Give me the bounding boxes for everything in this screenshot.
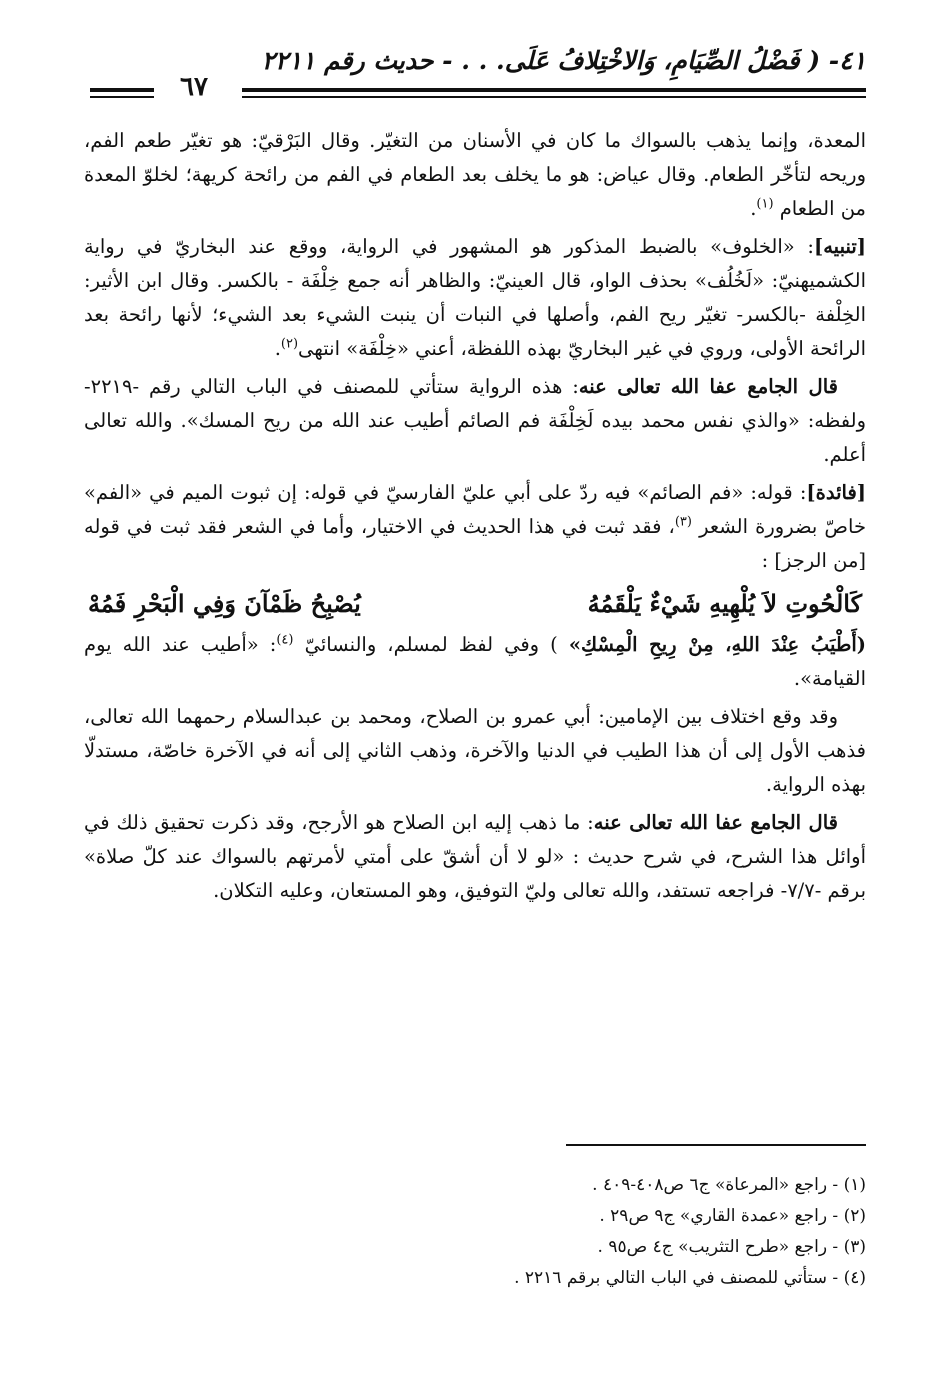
main-text	[84, 124, 866, 908]
page-header	[84, 44, 866, 106]
hadith-text-b: : «أطيب عند الله يوم القيامة».	[84, 633, 866, 690]
header-rule-thin	[242, 96, 866, 98]
footnote-2: (٢) - راجع «عمدة القاري» ج٩ ص٢٩ .	[599, 1206, 866, 1226]
paragraph-faida	[84, 476, 866, 578]
running-title: ٤١- ( فَضْلُ الصِّيَامِ، وَالاخْتِلافُ عَلَى. . . - حديث رقم ٢٢١١	[261, 46, 866, 75]
faida-text-a: : قوله: «فم الصائم» فيه ردّ على أبي عليّ الفارسيّ في قوله: إن ثبوت الميم في «الفم» خاصّ بضرورة الشعر	[84, 481, 866, 538]
footnote-1: (١) - راجع «المرعاة» ج٦ ص٤٠٨-٤٠٩ .	[592, 1175, 866, 1195]
footnote-ref-4: (٤)	[276, 632, 294, 648]
header-rule-left-thin	[90, 96, 154, 98]
footnote-4: (٤) - ستأتي للمصنف في الباب التالي برقم ٢٢١٦ .	[514, 1268, 866, 1288]
tanbih-text: : «الخلوف» بالضبط المذكور هو المشهور في الرواية، ووقع عند البخاريّ في رواية الكشميهنيّ: «لَخُلُف» بحذف الواو، قال العينيّ: والظاهر أنه جمع خِلْفَة - بالكسر. وقال ابن الأثير: الخِلْفة -بالكسر- تغيّر ريح الفم، وأصلها في النبات أن ينبت الشيء بعد الشيء؛ لأنها رائحة بعد الرائحة الأولى، وروي في غير البخاريّ بهذه اللفظة، أعني «خِلْفَة» انتهى	[84, 235, 866, 360]
verse-second-hemistich: يُصْبِحُ ظَمْآنَ وَفِي الْبَحْرِ فَمُهْ	[88, 589, 361, 618]
paragraph-ikhtilaf	[84, 700, 866, 802]
header-rule-left-thick	[90, 88, 154, 92]
footnote-ref-2: (٢)	[280, 336, 299, 352]
tanbih-label: [تنبيه]	[814, 235, 866, 258]
paragraph-jami-1	[84, 370, 866, 472]
footnotes	[166, 1170, 866, 1294]
paragraph-1	[84, 124, 866, 226]
footnote-separator	[566, 1144, 866, 1146]
footnote-ref-3: (٣)	[674, 514, 692, 530]
paragraph-1-text: المعدة، وإنما يذهب بالسواك ما كان في الأسنان من التغيّر. وقال البَرْقيّ: هو تغيّر طعم الفم، وريحه لتأخّر الطعام. وقال عياض: هو ما يخلف بعد الطعام في الفم من رائحة كريهة؛ لخلوّ المعدة من الطعام	[84, 129, 866, 220]
jami-label-2: قال الجامع عفا الله تعالى عنه	[593, 811, 838, 834]
faida-label: [فائدة]	[806, 481, 866, 504]
paragraph-jami-2	[84, 806, 866, 908]
jami-text-1: : هذه الرواية ستأتي للمصنف في الباب التالي رقم -٢٢١٩- ولفظه: «والذي نفس محمد بيده لَخِلْفَة فم الصائم أطيب عند الله من ريح المسك». والله تعالى أعلم.	[84, 375, 866, 466]
paragraph-tanbih	[84, 230, 866, 366]
footnote-ref-1: (١)	[756, 196, 774, 212]
hadith-text-a: ) وفي لفظ لمسلم، والنسائيّ	[304, 633, 558, 656]
ikhtilaf-text: وقد وقع اختلاف بين الإمامين: أبي عمرو بن الصلاح، ومحمد بن عبدالسلام رحمهما الله تعالى، فذهب الأول إلى أن هذا الطيب في الدنيا والآخرة، وذهب الثاني إلى أنه في الآخرة خاصّة، مستدلّا بهذه الرواية.	[84, 705, 866, 796]
paragraph-1-end: .	[750, 197, 757, 220]
jami-text-2: : ما ذهب إليه ابن الصلاح هو الأرجح، وقد ذكرت تحقيق ذلك في أوائل هذا الشرح، في شرح حديث : «لو لا أن أشقّ على أمتي لأمرتهم بالسواك عند كلّ صلاة» برقم -٧/٧- فراجعه تستفد، والله تعالى وليّ التوفيق، وهو المستعان، وعليه التكلان.	[84, 811, 866, 902]
paragraph-hadith	[84, 628, 866, 696]
footnote-3: (٣) - راجع «طرح التثريب» ج٤ ص٩٥ .	[597, 1237, 866, 1257]
header-rule-thick	[242, 88, 866, 92]
poetry-verse	[84, 584, 866, 624]
jami-label-1: قال الجامع عفا الله تعالى عنه	[578, 375, 838, 398]
paragraph-2-end: .	[274, 337, 281, 360]
faida-text-b: ، فقد ثبت في هذا الحديث في الاختيار، وأما في الشعر فقد ثبت في قوله [من الرجز] :	[84, 515, 866, 572]
page-number: ٦٧	[180, 72, 208, 102]
verse-first-hemistich: كَالْحُوتِ لاَ يُلْهِيهِ شَيْءٌ يَلْقَمُهُ	[587, 589, 862, 618]
hadith-quote: (أَطْيَبُ عِنْدَ اللهِ، مِنْ رِيحِ الْمِسْكِ»	[568, 633, 867, 656]
